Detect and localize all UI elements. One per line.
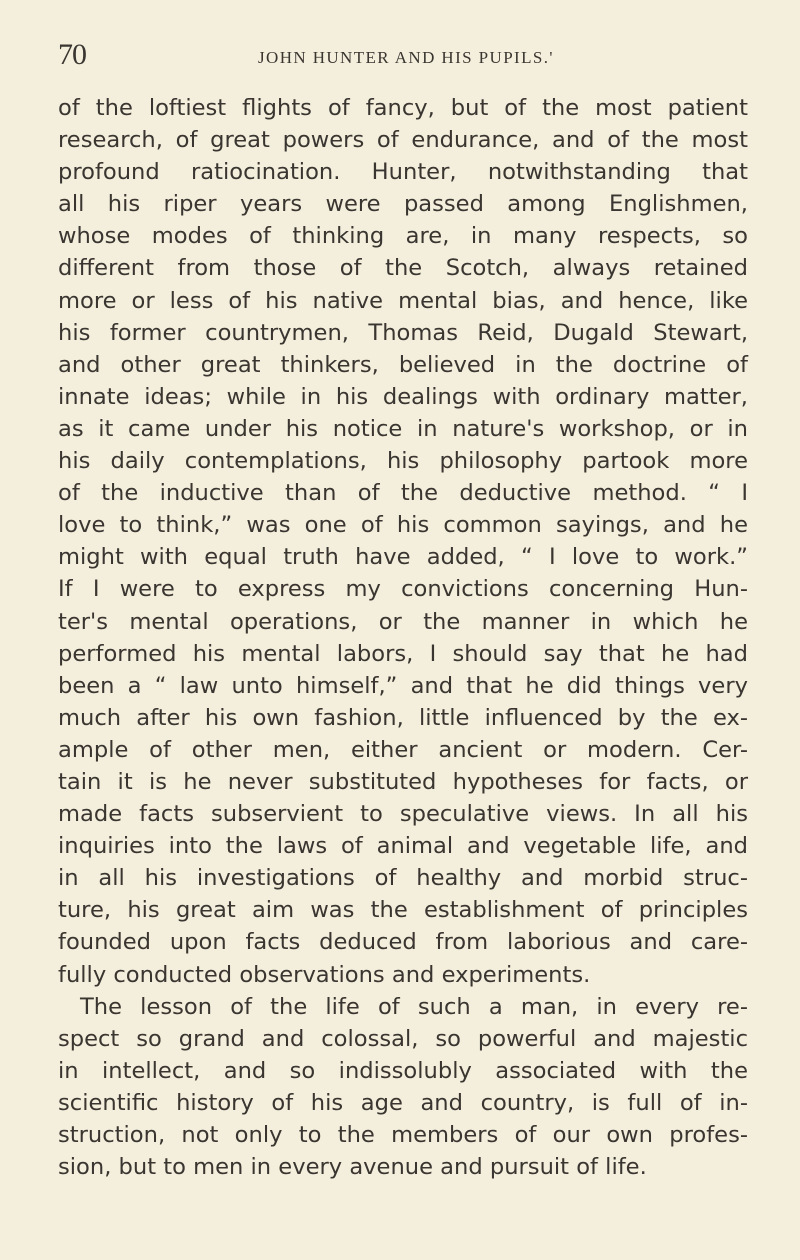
text-line: might with equal truth have added, “ I love to work.” — [58, 544, 748, 571]
text-line: inquiries into the laws of animal and vegetable life, and — [58, 833, 748, 860]
text-line: different from those of the Scotch, always retained — [58, 255, 748, 282]
text-line: his daily contemplations, his philosophy partook more — [58, 448, 748, 475]
text-line: whose modes of thinking are, in many respects, so — [58, 223, 748, 250]
text-line: scientific history of his age and country, is full of in- — [58, 1089, 748, 1116]
text-line: love to think,” was one of his common sayings, and he — [58, 512, 748, 539]
running-title: JOHN HUNTER AND HIS PUPILS.' — [258, 48, 554, 67]
text-line: The lesson of the life of such a man, in every re- — [80, 993, 748, 1020]
text-line: sion, but to men in every avenue and pursuit of life. — [58, 1154, 647, 1181]
text-line: in intellect, and so indissolubly associated with the — [58, 1057, 748, 1084]
text-line: more or less of his native mental bias, and hence, like — [58, 287, 748, 314]
text-line: ture, his great aim was the establishment of principles — [58, 897, 748, 924]
text-line: innate ideas; while in his dealings with ordinary matter, — [58, 383, 748, 410]
text-line: all his riper years were passed among Englishmen, — [58, 191, 748, 218]
text-line: made facts subservient to speculative views. In all his — [58, 801, 748, 828]
page-number: 70 — [58, 38, 86, 71]
text-line: his former countrymen, Thomas Reid, Dugald Stewart, — [58, 319, 748, 346]
text-line: struction, not only to the members of our own profes- — [58, 1122, 748, 1148]
text-line: been a “ law unto himself,” and that he did things very — [58, 672, 748, 699]
text-line: and other great thinkers, believed in the doctrine of — [58, 351, 748, 378]
text-line: in all his investigations of healthy and morbid struc- — [58, 865, 748, 892]
text-line: research, of great powers of endurance, and of the most — [58, 127, 748, 154]
text-line: ter's mental operations, or the manner in which he — [58, 608, 748, 635]
text-line: much after his own fashion, little influenced by the ex- — [58, 704, 748, 731]
body-text — [58, 92, 748, 1183]
text-line: profound ratiocination. Hunter, notwithstanding that — [58, 159, 748, 186]
text-line: spect so grand and colossal, so powerful and majestic — [58, 1025, 748, 1052]
text-line: If I were to express my convictions concerning Hun- — [58, 576, 748, 603]
text-line: ample of other men, either ancient or modern. Cer- — [58, 736, 748, 763]
text-line: fully conducted observations and experiments. — [58, 961, 591, 988]
text-line: tain it is he never substituted hypotheses for facts, or — [58, 768, 748, 795]
text-line: performed his mental labors, I should say that he had — [58, 640, 748, 667]
text-line: founded upon facts deduced from laborious and care- — [58, 929, 748, 956]
text-line: of the inductive than of the deductive method. “ I — [58, 480, 748, 507]
page-header — [0, 38, 800, 78]
text-line: as it came under his notice in nature's workshop, or in — [58, 415, 748, 442]
text-line: of the loftiest flights of fancy, but of the most patient — [58, 95, 748, 121]
